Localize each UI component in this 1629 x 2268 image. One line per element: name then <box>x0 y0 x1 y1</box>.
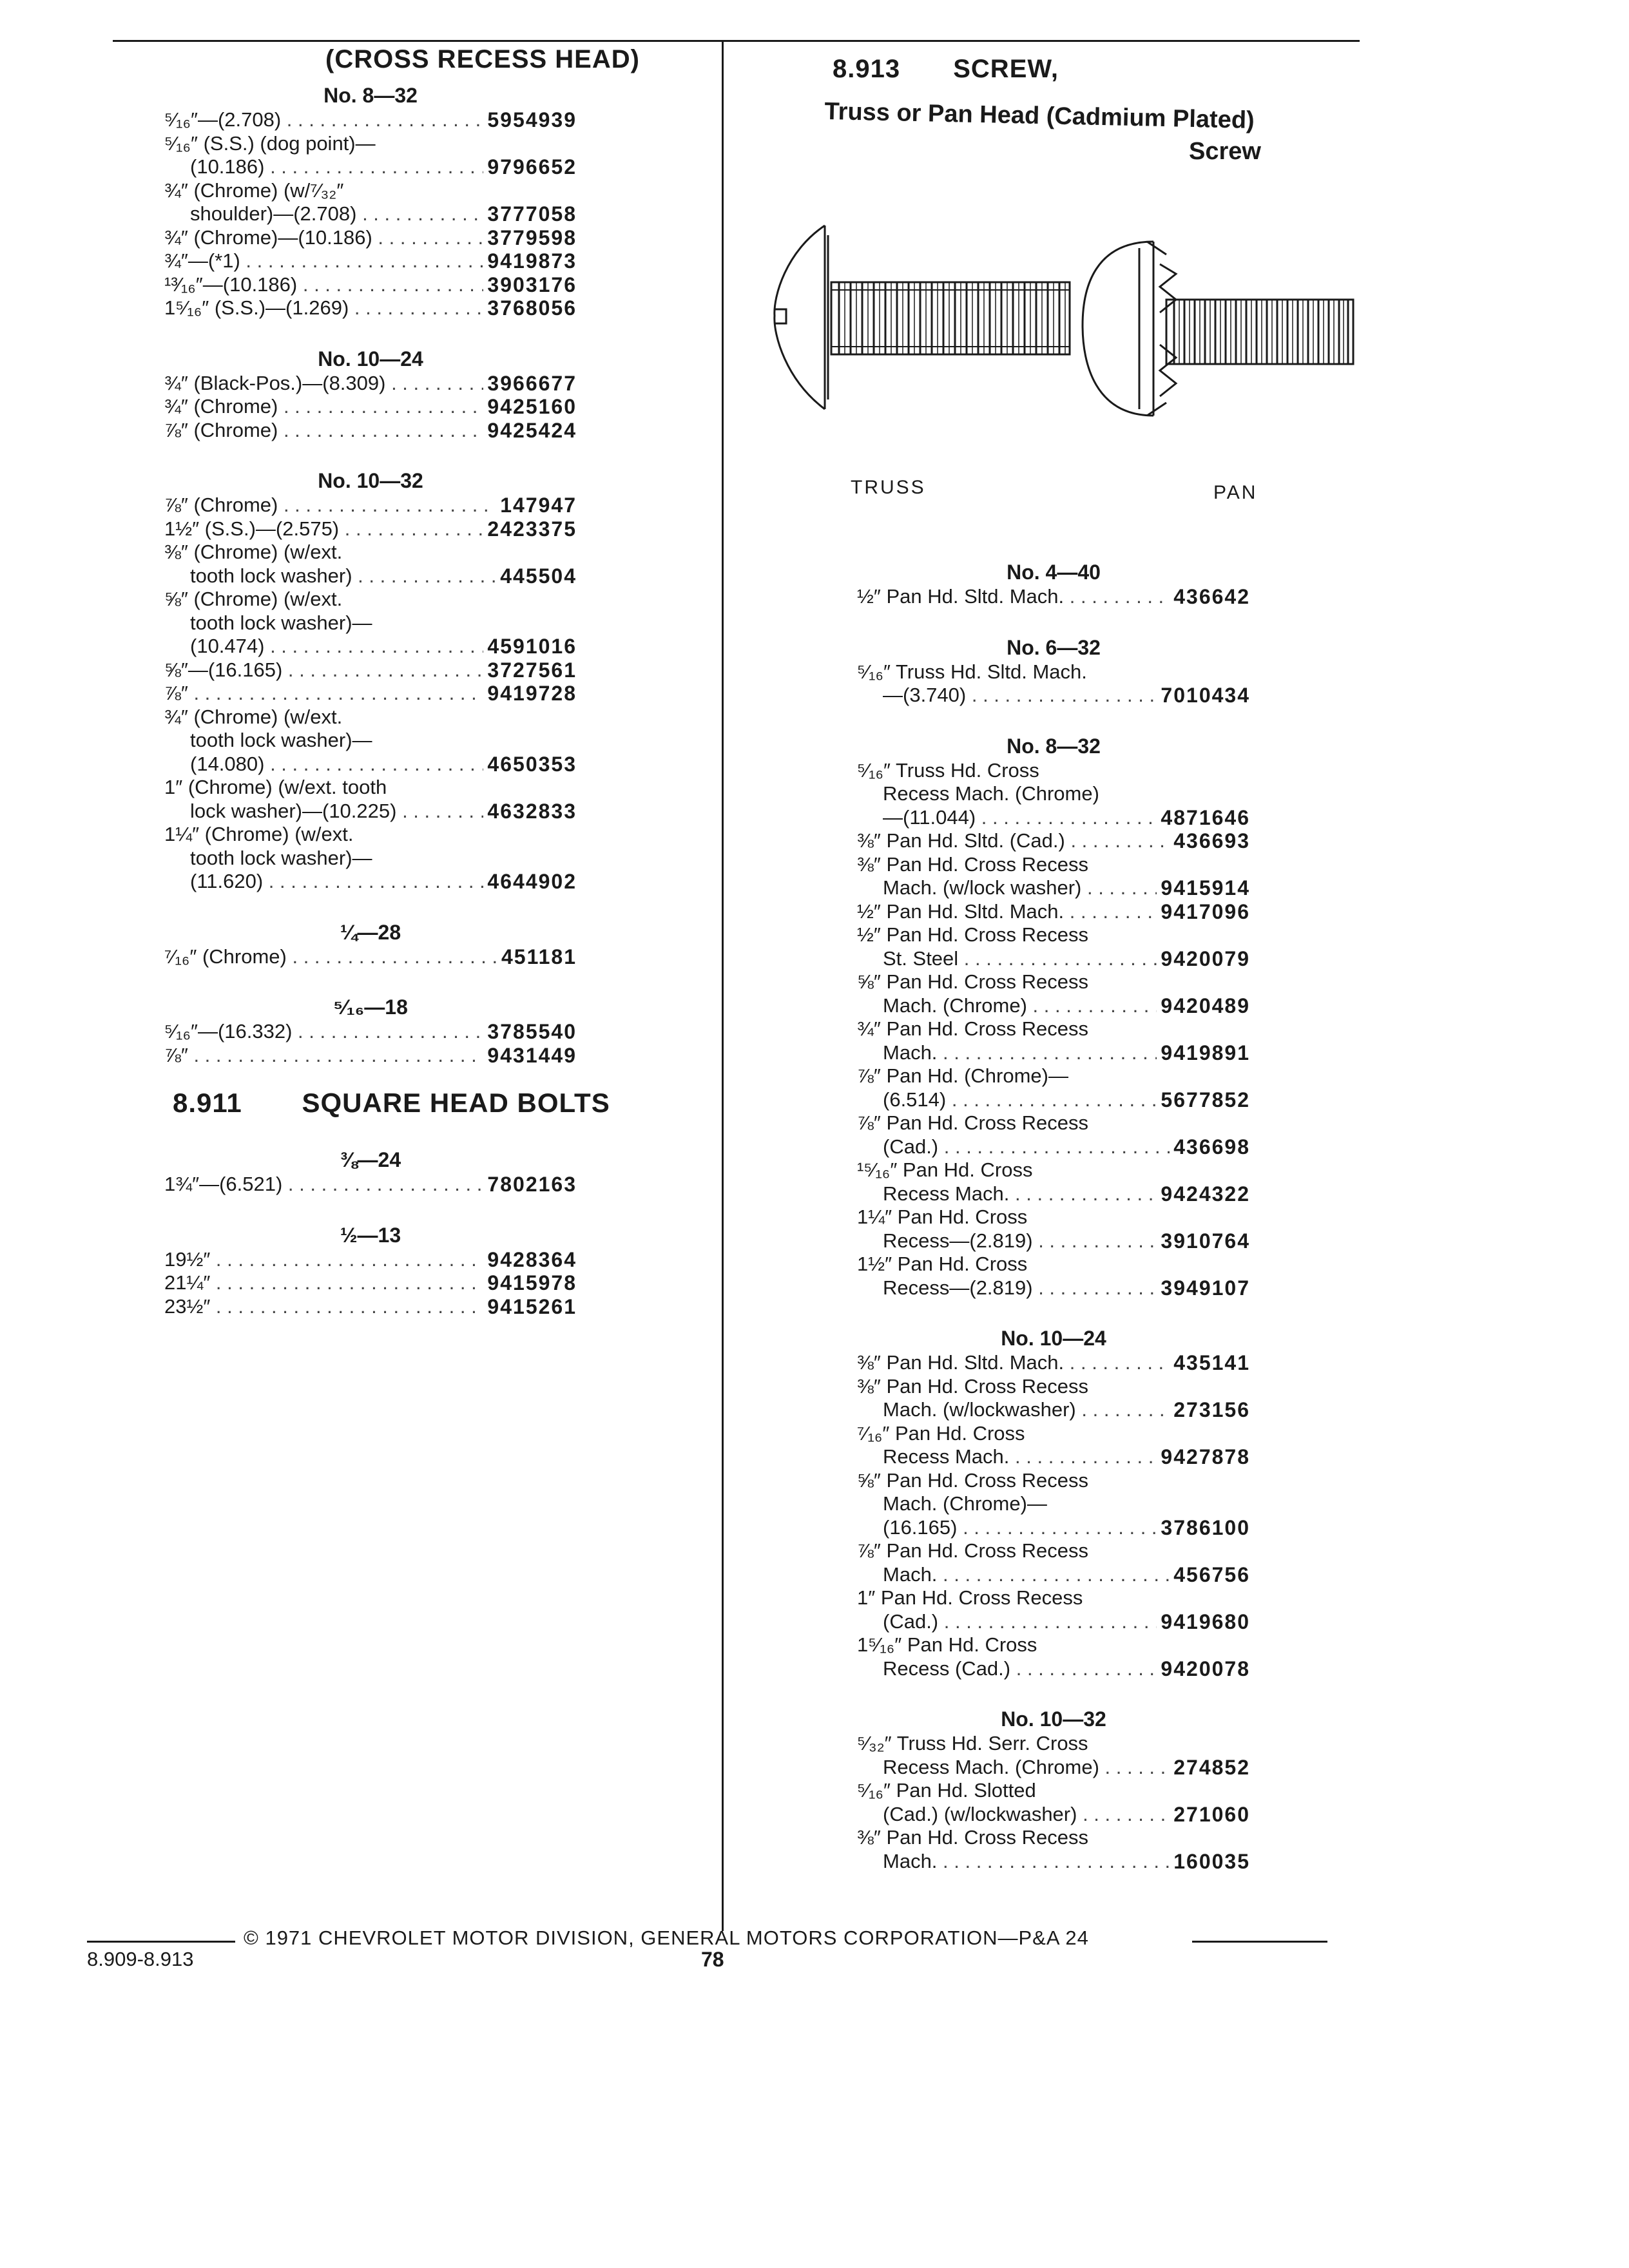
part-number: 3966677 <box>483 372 577 396</box>
part-entry <box>857 1586 1250 1633</box>
column-divider <box>722 40 724 1931</box>
part-description-line: tooth lock washer) . . . <box>164 564 577 588</box>
section-8911-number: 8.911 <box>173 1088 242 1118</box>
part-number: 5677852 <box>1157 1088 1250 1112</box>
part-number: 9419891 <box>1157 1041 1250 1065</box>
part-number: 3777058 <box>483 202 577 226</box>
part-description-line: ⁵⁄₁₆″ Truss Hd. Sltd. Mach. <box>857 660 1087 683</box>
part-description-line: ⁵⁄₁₆″—(16.332) . . . <box>164 1020 577 1044</box>
part-number: 451181 <box>497 945 577 969</box>
part-number: 3727561 <box>483 658 577 682</box>
part-description-line: 1½″ Pan Hd. Cross <box>857 1253 1028 1275</box>
thread-size-heading: No. 10—24 <box>1001 1327 1106 1350</box>
part-description-line: ⅞″ (Chrome) . . . <box>164 419 577 443</box>
part-number: 3786100 <box>1157 1516 1250 1540</box>
part-description-line: 1″ (Chrome) (w/ext. tooth <box>164 776 387 798</box>
part-description-line: 1⁵⁄₁₆″ (S.S.)—(1.269) . . . <box>164 296 577 320</box>
part-entry <box>164 249 577 273</box>
part-entry <box>857 1422 1250 1469</box>
part-entry <box>164 226 577 250</box>
part-description-line: Mach. . . . <box>857 1563 1250 1587</box>
pan-head-screw-illustration <box>1070 229 1366 435</box>
part-description-line: Mach. . . . <box>857 1041 1250 1065</box>
part-description-line: ⅞″ . . . <box>164 1044 577 1068</box>
section-8913-subtitle: Truss or Pan Head (Cadmium Plated) <box>824 98 1255 134</box>
footer-section-range: 8.909-8.913 <box>87 1948 194 1970</box>
part-description-line: Recess—(2.819) . . . <box>857 1276 1250 1300</box>
part-entry <box>857 900 1250 924</box>
part-description-line: (10.474) . . . <box>164 635 577 658</box>
part-number: 9796652 <box>483 155 577 179</box>
part-number: 9420078 <box>1157 1657 1250 1681</box>
part-entry <box>164 273 577 297</box>
part-description-line: ¾″ (Chrome) . . . <box>164 395 577 419</box>
part-description-line: ¾″—(*1) . . . <box>164 249 577 273</box>
part-entry <box>857 1469 1250 1540</box>
part-entry <box>164 682 577 706</box>
part-entry <box>857 1633 1250 1680</box>
part-number: 4650353 <box>483 753 577 776</box>
footer-rule-left <box>87 1941 235 1943</box>
part-entry <box>164 945 577 969</box>
part-description-line: Recess Mach. (Chrome) . . . <box>857 1756 1250 1780</box>
part-description-line: ⅝″—(16.165) . . . <box>164 658 577 682</box>
part-entry <box>857 1351 1250 1375</box>
part-description-line: (Cad.) (w/lockwasher) . . . <box>857 1803 1250 1827</box>
part-number: 4644902 <box>483 870 577 894</box>
page-number: 78 <box>701 1948 724 1971</box>
part-description-line: ⅞″ Pan Hd. Cross Recess <box>857 1539 1088 1562</box>
part-description-line: St. Steel . . . <box>857 947 1250 971</box>
part-description-line: ⅞″ . . . <box>164 682 577 706</box>
part-description-line: (14.080) . . . <box>164 753 577 776</box>
part-number: 9420079 <box>1157 947 1250 971</box>
part-description-line: 23½″ . . . <box>164 1295 577 1319</box>
part-entry <box>164 1044 577 1068</box>
section-8911-title: SQUARE HEAD BOLTS <box>302 1088 610 1118</box>
thread-size-heading: ⁵⁄₁₆—18 <box>333 995 408 1019</box>
part-entry <box>857 1017 1250 1064</box>
footer-rule-right <box>1192 1941 1327 1943</box>
part-description-line: ¹⁵⁄₁₆″ Pan Hd. Cross <box>857 1158 1033 1181</box>
section-8911-heading <box>173 1088 610 1119</box>
part-description-line: ½″ Pan Hd. Sltd. Mach. . . . <box>857 585 1250 609</box>
part-description-line: (Cad.) . . . <box>857 1135 1250 1159</box>
part-description-line: Mach. (Chrome)— <box>883 1492 1047 1515</box>
part-number: 3949107 <box>1157 1276 1250 1300</box>
part-number: 9419680 <box>1157 1610 1250 1634</box>
part-number: 9428364 <box>483 1248 577 1272</box>
part-description-line: lock washer)—(10.225) . . . <box>164 800 577 823</box>
part-description-line: Mach. (Chrome) . . . <box>857 994 1250 1018</box>
part-number: 9424322 <box>1157 1182 1250 1206</box>
part-description-line: 1¼″ (Chrome) (w/ext. <box>164 823 354 845</box>
part-description-line: ⅜″ Pan Hd. Sltd. (Cad.) . . . <box>857 829 1250 853</box>
part-entry <box>164 372 577 396</box>
part-description-line: ⁷⁄₁₆″ Pan Hd. Cross <box>857 1421 1025 1445</box>
part-description-line: ⅜″ Pan Hd. Cross Recess <box>857 852 1088 876</box>
part-number: 9425160 <box>483 395 577 419</box>
block-spacer <box>164 968 577 994</box>
part-description-line: (16.165) . . . <box>857 1516 1250 1540</box>
part-description-line: ⅝″ Pan Hd. Cross Recess <box>857 970 1088 993</box>
part-description-line: ⅜″ Pan Hd. Sltd. Mach. . . . <box>857 1351 1250 1375</box>
part-number: 4591016 <box>483 635 577 658</box>
part-description-line: ⅜″ Pan Hd. Cross Recess <box>857 1826 1088 1849</box>
part-description-line: (6.514) . . . <box>857 1088 1250 1112</box>
thread-size-heading: ⅜—24 <box>340 1148 401 1171</box>
block-spacer <box>857 707 1250 733</box>
part-number: 7802163 <box>483 1173 577 1196</box>
footer-copyright: © 1971 CHEVROLET MOTOR DIVISION, GENERAL MOTORS CORPORATION—P&A 24 <box>244 1927 1089 1949</box>
part-description-line: ⁵⁄₁₆″ (S.S.) (dog point)— <box>164 131 376 155</box>
part-number: 9427878 <box>1157 1445 1250 1469</box>
part-number: 3768056 <box>483 296 577 320</box>
part-number: 456756 <box>1170 1563 1250 1587</box>
part-description-line: Recess—(2.819) . . . <box>857 1229 1250 1253</box>
part-entry <box>164 588 577 658</box>
part-description-line: ¾″ (Chrome) (w/⁷⁄₃₂″ <box>164 178 344 202</box>
section-8913-title: SCREW, <box>953 55 1059 83</box>
thread-size-heading: No. 10—32 <box>318 469 423 492</box>
part-number: 445504 <box>496 564 577 588</box>
part-description-line: ⁵⁄₁₆″—(2.708) . . . <box>164 108 577 132</box>
part-description-line: ¾″ (Chrome)—(10.186) . . . <box>164 226 577 250</box>
part-entry <box>857 853 1250 900</box>
thread-size-heading: ½—13 <box>340 1223 401 1247</box>
part-number: 436693 <box>1170 829 1250 853</box>
part-description-line: ⅞″ (Chrome) . . . <box>164 494 577 517</box>
part-entry <box>857 585 1250 609</box>
part-entry <box>164 658 577 682</box>
part-description-line: ½″ Pan Hd. Sltd. Mach. . . . <box>857 900 1250 924</box>
part-number: 273156 <box>1170 1398 1250 1422</box>
thread-size-heading: No. 4—40 <box>1007 561 1101 584</box>
thread-size-heading: No. 8—32 <box>1007 734 1101 758</box>
part-entry <box>164 419 577 443</box>
part-entry <box>164 706 577 776</box>
left-title: (CROSS RECESS HEAD) <box>325 45 640 73</box>
part-description-line: ⅝″ (Chrome) (w/ext. <box>164 588 343 610</box>
part-entry <box>857 1732 1250 1779</box>
part-description-line: 1¼″ Pan Hd. Cross <box>857 1206 1028 1228</box>
part-description-line: (10.186) . . . <box>164 155 577 179</box>
part-entry <box>164 179 577 226</box>
part-entry <box>857 1253 1250 1300</box>
thread-size-heading: No. 10—24 <box>318 347 423 370</box>
part-description-line: ⁵⁄₁₆″ Truss Hd. Cross <box>857 758 1039 782</box>
part-description-line: (Cad.) . . . <box>857 1610 1250 1634</box>
section-8913-heading <box>833 55 1059 84</box>
part-number: 436642 <box>1170 585 1250 609</box>
block-spacer <box>857 1680 1250 1706</box>
pan-label: PAN <box>1213 482 1258 503</box>
part-number: 9431449 <box>483 1044 577 1068</box>
part-entry <box>857 923 1250 970</box>
thread-size-heading: No. 8—32 <box>323 84 418 107</box>
part-description-line: ⅜″ (Chrome) (w/ext. <box>164 541 343 563</box>
block-spacer <box>164 320 577 346</box>
part-description-line: 1¾″—(6.521) . . . <box>164 1173 577 1196</box>
truss-head-screw-illustration <box>767 213 1089 425</box>
part-number: 9419728 <box>483 682 577 706</box>
part-description-line: Recess Mach. (Chrome) <box>883 782 1099 805</box>
right-column <box>857 559 1250 1873</box>
section-8913-subtitle-2: Screw <box>1189 138 1261 165</box>
part-number: 5954939 <box>483 108 577 132</box>
part-number: 4632833 <box>483 800 577 823</box>
top-rule <box>113 40 1360 42</box>
part-description-line: Mach. (w/lockwasher) . . . <box>857 1398 1250 1422</box>
part-description-line: 19½″ . . . <box>164 1248 577 1272</box>
block-spacer <box>164 894 577 919</box>
part-description-line: ¾″ (Chrome) (w/ext. <box>164 705 343 728</box>
part-description-line: ¾″ Pan Hd. Cross Recess <box>857 1017 1088 1040</box>
part-number: 9415261 <box>483 1295 577 1319</box>
part-entry <box>164 1248 577 1272</box>
thread-size-heading: ¼—28 <box>340 920 401 944</box>
part-description-line: (11.620) . . . <box>164 870 577 894</box>
part-entry <box>164 108 577 132</box>
part-number: 2423375 <box>483 517 577 541</box>
part-number: 3779598 <box>483 226 577 250</box>
part-description-line: —(11.044) . . . <box>857 806 1250 830</box>
part-number: 3785540 <box>483 1020 577 1044</box>
part-number: 160035 <box>1170 1850 1250 1874</box>
part-entry <box>857 1826 1250 1873</box>
part-description-line: ⁷⁄₁₆″ (Chrome) . . . <box>164 945 577 969</box>
part-entry <box>164 776 577 823</box>
part-entry <box>857 1158 1250 1206</box>
part-entry <box>164 395 577 419</box>
part-entry <box>164 1173 577 1196</box>
block-spacer <box>164 1196 577 1222</box>
part-entry <box>164 823 577 894</box>
part-description-line: Recess (Cad.) . . . <box>857 1657 1250 1681</box>
part-description-line: ¹³⁄₁₆″—(10.186) . . . <box>164 273 577 297</box>
part-number: 3903176 <box>483 273 577 297</box>
part-description-line: —(3.740) . . . <box>857 684 1250 707</box>
part-number: 271060 <box>1170 1803 1250 1827</box>
section-8913-number: 8.913 <box>833 55 901 83</box>
part-number: 7010434 <box>1157 684 1250 707</box>
part-description-line: shoulder)—(2.708) . . . <box>164 202 577 226</box>
truss-label: TRUSS <box>851 477 926 498</box>
part-description-line: Mach. . . . <box>857 1850 1250 1874</box>
part-entry <box>857 829 1250 853</box>
part-number: 9417096 <box>1157 900 1250 924</box>
part-entry <box>857 1779 1250 1826</box>
part-description-line: ⅝″ Pan Hd. Cross Recess <box>857 1468 1088 1492</box>
part-description-line: ⅜″ Pan Hd. Cross Recess <box>857 1374 1088 1398</box>
part-description-line: 21¼″ . . . <box>164 1271 577 1295</box>
left-column <box>164 82 577 1067</box>
part-description-line: 1½″ (S.S.)—(2.575) . . . <box>164 517 577 541</box>
part-description-line: 1⁵⁄₁₆″ Pan Hd. Cross <box>857 1633 1037 1656</box>
part-description-line: ¾″ (Black-Pos.)—(8.309) . . . <box>164 372 577 396</box>
part-entry <box>857 660 1250 707</box>
part-entry <box>857 1111 1250 1158</box>
part-entry <box>164 1271 577 1295</box>
part-number: 3910764 <box>1157 1229 1250 1253</box>
thread-size-heading: No. 6—32 <box>1007 635 1101 659</box>
part-number: 9420489 <box>1157 994 1250 1018</box>
part-description-line: ½″ Pan Hd. Cross Recess <box>857 923 1088 946</box>
part-number: 147947 <box>496 494 577 517</box>
part-entry <box>857 759 1250 830</box>
part-number: 9415978 <box>483 1271 577 1295</box>
left-column-square-head <box>164 1147 577 1318</box>
block-spacer <box>857 1300 1250 1325</box>
part-number: 435141 <box>1170 1351 1250 1375</box>
part-entry <box>164 1295 577 1319</box>
part-description-line: 1″ Pan Hd. Cross Recess <box>857 1586 1083 1609</box>
part-number: 9415914 <box>1157 876 1250 900</box>
part-entry <box>164 541 577 588</box>
part-entry <box>164 132 577 179</box>
thread-size-heading: No. 10—32 <box>1001 1707 1106 1731</box>
part-description-line: ⁵⁄₁₆″ Pan Hd. Slotted <box>857 1779 1036 1802</box>
part-entry <box>857 1539 1250 1586</box>
part-description-line: tooth lock washer)— <box>190 729 372 751</box>
part-entry <box>857 970 1250 1017</box>
part-entry <box>164 517 577 541</box>
part-number: 4871646 <box>1157 806 1250 830</box>
part-description-line: tooth lock washer)— <box>190 846 372 869</box>
part-description-line: Recess Mach. . . . <box>857 1445 1250 1469</box>
part-description-line: tooth lock washer)— <box>190 611 372 634</box>
part-entry <box>857 1206 1250 1253</box>
part-number: 274852 <box>1170 1756 1250 1780</box>
block-spacer <box>164 442 577 468</box>
part-entry <box>164 494 577 517</box>
part-description-line: ⁵⁄₃₂″ Truss Hd. Serr. Cross <box>857 1732 1088 1754</box>
part-entry <box>164 1020 577 1044</box>
part-number: 9419873 <box>483 249 577 273</box>
part-number: 9425424 <box>483 419 577 443</box>
part-description-line: ⅞″ Pan Hd. Cross Recess <box>857 1111 1088 1134</box>
part-entry <box>164 296 577 320</box>
part-description-line: Recess Mach. . . . <box>857 1182 1250 1206</box>
part-description-line: ⅞″ Pan Hd. (Chrome)— <box>857 1064 1068 1087</box>
part-entry <box>857 1375 1250 1422</box>
part-number: 436698 <box>1170 1135 1250 1159</box>
block-spacer <box>857 609 1250 635</box>
part-description-line: Mach. (w/lock washer) . . . <box>857 876 1250 900</box>
part-entry <box>857 1064 1250 1111</box>
